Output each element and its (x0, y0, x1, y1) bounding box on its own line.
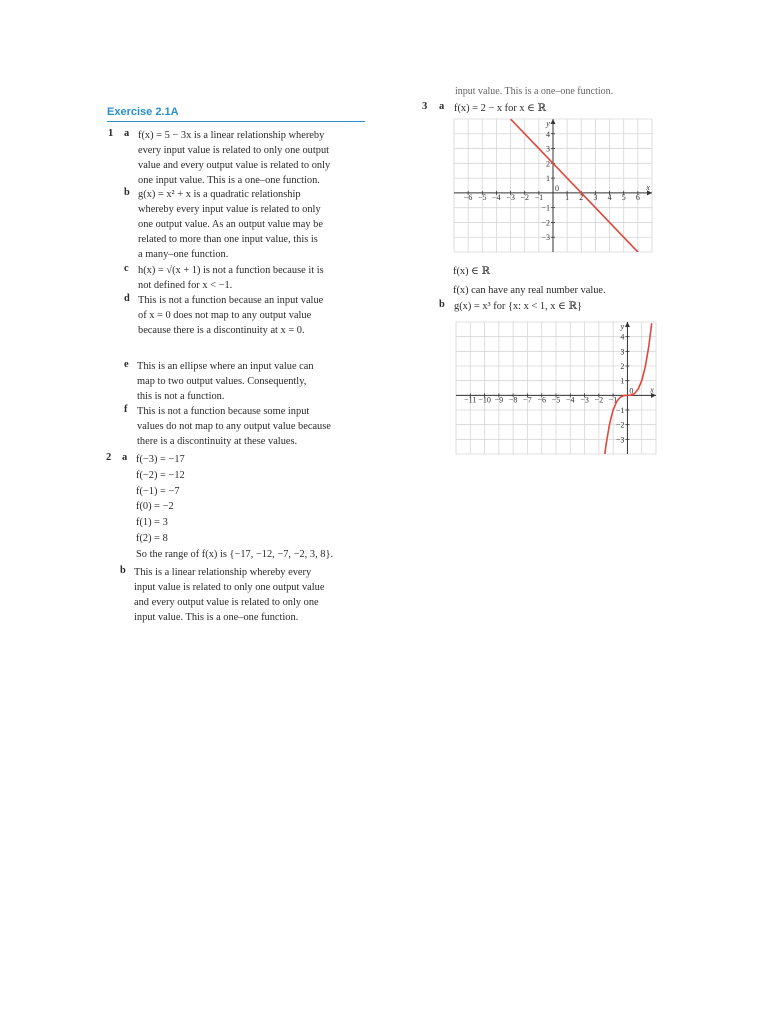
q2a-label: a (122, 452, 128, 463)
y-axis-label: y (620, 322, 625, 331)
text-line: h(x) = √(x + 1) is not a function because it is (138, 265, 324, 276)
text-line: value and every output value is related to only (138, 160, 331, 171)
text-line: f(0) = −2 (136, 501, 174, 513)
x-tick-label: 4 (607, 192, 612, 202)
q1a-label: a (124, 128, 130, 139)
q3a-heading: f(x) = 2 − x for x ∈ ℝ (454, 103, 547, 114)
text-line: f(1) = 3 (136, 517, 168, 529)
y-tick-label: −1 (615, 406, 625, 415)
chart-linear-f (446, 113, 660, 258)
y-tick-label: −2 (541, 218, 550, 228)
title-rule (107, 121, 365, 122)
text-line: this is not a function. (137, 391, 225, 402)
text-line: values do not map to any output value because (137, 421, 331, 432)
x-tick-label: −1 (608, 395, 618, 405)
x-tick-label: 1 (565, 192, 570, 202)
x-tick-label: 2 (579, 192, 584, 202)
x-tick-label: 5 (621, 192, 626, 202)
q1e-text (137, 359, 314, 404)
x-tick-label: −1 (534, 192, 544, 202)
q1d-text (138, 293, 323, 338)
x-tick-label: −6 (537, 395, 546, 405)
y-tick-label: 2 (546, 159, 550, 169)
y-tick-label: 3 (620, 347, 625, 357)
text-line: not defined for x < −1. (138, 280, 233, 291)
x-tick-label: 3 (593, 192, 598, 202)
q2-number: 2 (106, 452, 112, 463)
y-tick-label: 1 (620, 376, 625, 386)
text-line: f(−3) = −17 (136, 454, 185, 465)
x-tick-label: −2 (520, 192, 529, 202)
text-line: input value. This is a one–one function. (134, 612, 299, 623)
text-line: one input value. This is a one–one function. (138, 175, 320, 186)
q1f-text (137, 404, 331, 449)
x-tick-label: −4 (492, 192, 501, 202)
x-tick-label: −11 (464, 395, 477, 405)
text-line: f(2) = 8 (136, 532, 168, 544)
q1b-label: b (124, 187, 130, 198)
text-line: and every output value is related to only one (134, 597, 319, 608)
y-tick-label: 4 (546, 129, 550, 139)
q3-number: 3 (422, 101, 428, 112)
q2b-label: b (120, 565, 126, 576)
text-line: whereby every input value is related to only (138, 204, 321, 215)
text-line: f(x) = 5 − 3x is a linear relationship whereby (138, 130, 325, 141)
y-tick-label: 2 (620, 362, 625, 371)
x-tick-label: −2 (594, 395, 604, 405)
q3a-range: f(x) ∈ ℝ (453, 266, 491, 277)
text-line: there is a discontinuity at these values. (137, 436, 298, 447)
text-line: input value is related to only one output value (134, 582, 325, 593)
y-tick-label: 4 (620, 332, 625, 342)
x-tick-label: −10 (478, 395, 491, 405)
x-tick-label: −4 (566, 395, 575, 405)
origin-label: 0 (629, 386, 634, 396)
q1-number: 1 (108, 128, 114, 139)
q3b-heading: g(x) = x³ for {x: x < 1, x ∈ ℝ} (454, 301, 583, 312)
y-tick-label: 3 (546, 144, 550, 154)
text-line: one output value. As an output value may be (138, 219, 323, 230)
q1f-label: f (124, 404, 128, 415)
q1d-label: d (124, 293, 130, 304)
q1e-label: e (124, 359, 129, 370)
x-tick-label: −5 (478, 192, 487, 202)
y-axis-label: y (546, 119, 550, 128)
y-tick-label: −3 (615, 435, 625, 445)
x-tick-label: −9 (494, 395, 504, 405)
q1a-text (138, 128, 330, 188)
text-line: This is an ellipse where an input value can (137, 361, 314, 372)
text-line: of x = 0 does not map to any output value (138, 310, 312, 321)
x-tick-label: −3 (580, 395, 589, 405)
text-line: map to two output values. Consequently, (137, 376, 307, 387)
exercise-title: Exercise 2.1A (107, 106, 179, 118)
x-tick-label: 6 (635, 192, 640, 202)
x-tick-label: −5 (551, 395, 561, 405)
text-line: This is a linear relationship whereby every (134, 567, 312, 578)
q3a-note: f(x) can have any real number value. (453, 285, 606, 296)
q1c-label: c (124, 263, 129, 274)
y-tick-label: −2 (615, 420, 625, 430)
chart-cubic-g (452, 316, 660, 460)
q3a-label: a (439, 101, 445, 112)
x-axis-label: x (646, 182, 650, 192)
text-line: a many–one function. (138, 249, 229, 260)
x-tick-label: −7 (523, 395, 532, 405)
origin-label: 0 (555, 183, 559, 193)
text-line: because there is a discontinuity at x = 0. (138, 325, 305, 336)
y-tick-label: 1 (546, 174, 550, 184)
y-tick-label: −1 (541, 203, 550, 213)
q2a-text (136, 452, 333, 563)
y-tick-label: −3 (541, 233, 550, 243)
q1b-text (138, 187, 323, 262)
text-line: f(−2) = −12 (136, 469, 185, 481)
x-tick-label: −6 (463, 192, 473, 202)
text-line: This is not a function because some input (137, 406, 310, 417)
text-line: This is not a function because an input value (138, 295, 324, 306)
q2b-text (134, 565, 324, 625)
text-line: every input value is related to only one output (138, 145, 330, 156)
x-axis-label: x (650, 385, 654, 395)
x-tick-label: −3 (506, 192, 515, 202)
q1c-text (138, 263, 324, 293)
q3b-label: b (439, 299, 445, 310)
x-tick-label: −8 (508, 395, 518, 405)
top-cut-text: input value. This is a one–one function. (455, 86, 614, 97)
y-axis-arrow (551, 119, 556, 124)
text-line: related to more than one input value, this is (138, 234, 318, 245)
text-line: g(x) = x² + x is a quadratic relationship (138, 189, 301, 200)
text-line: So the range of f(x) is {−17, −12, −7, −2, 3, 8}. (136, 548, 334, 560)
text-line: f(−1) = −7 (136, 485, 180, 497)
y-axis-arrow (625, 322, 630, 327)
